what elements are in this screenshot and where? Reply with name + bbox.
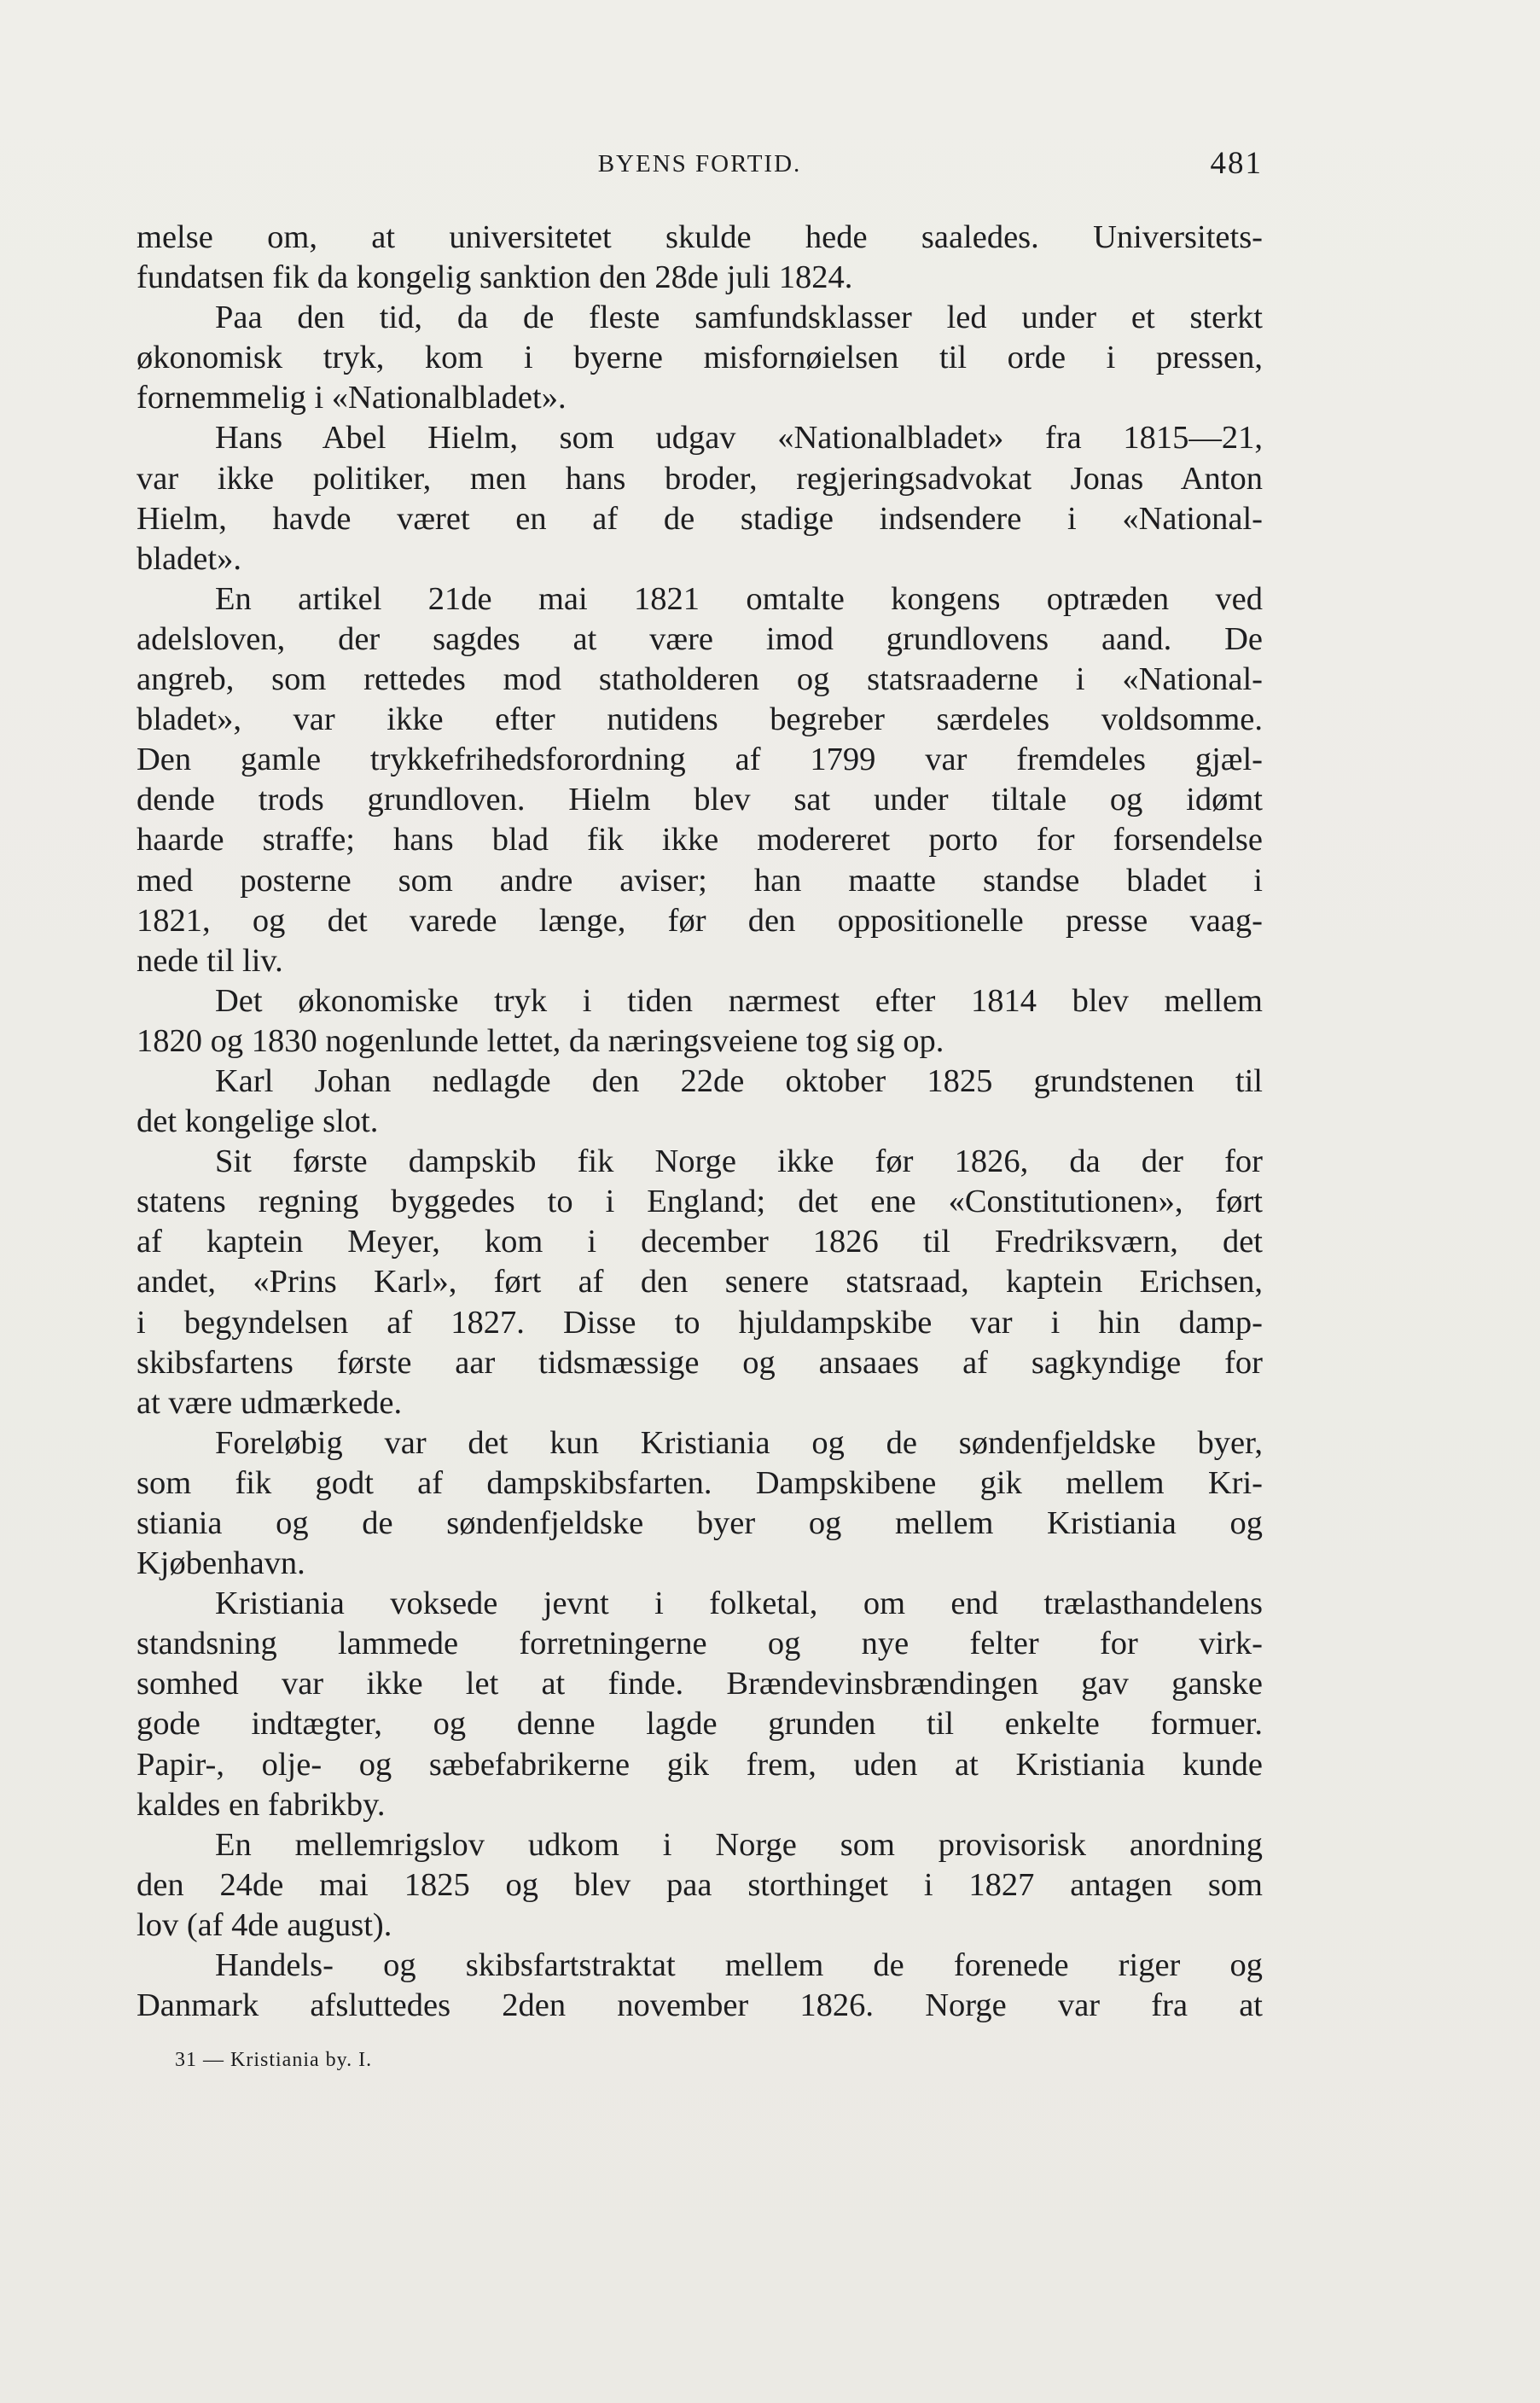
- text-line: Danmark afsluttedes 2den november 1826. Norge var fra at: [137, 1987, 1263, 2024]
- text-line: Kristiania voksede jevnt i folketal, om end trælasthandelens: [215, 1586, 1263, 1622]
- text-line: kaldes en fabrikby.: [137, 1786, 386, 1823]
- page-header: [137, 147, 1263, 189]
- text-line: En mellemrigslov udkom i Norge som provisorisk anordning: [215, 1826, 1263, 1863]
- text-line: andet, «Prins Karl», ført af den senere statsraad, kaptein Erichsen,: [137, 1264, 1263, 1300]
- text-line: skibsfartens første aar tidsmæssige og ansaaes af sagkyndige for: [137, 1344, 1263, 1381]
- text-line: En artikel 21de mai 1821 omtalte kongens optræden ved: [215, 580, 1263, 617]
- text-line: var ikke politiker, men hans broder, regjeringsadvokat Jonas Anton: [137, 460, 1263, 497]
- text-line: standsning lammede forretningerne og nye felter for virk-: [137, 1626, 1263, 1662]
- text-line: Hans Abel Hielm, som udgav «Nationalbladet» fra 1815—21,: [215, 420, 1263, 457]
- signature-mark: 31 — Kristiania by. I.: [175, 2049, 373, 2071]
- text-line: haarde straffe; hans blad fik ikke modereret porto for forsendelse: [137, 822, 1263, 858]
- text-line: somhed var ikke let at finde. Brændevinsbrændingen gav ganske: [137, 1666, 1263, 1702]
- text-line: stiania og de søndenfjeldske byer og mellem Kristiania og: [137, 1505, 1263, 1541]
- page-number: 481: [1210, 146, 1263, 181]
- text-line: nede til liv.: [137, 942, 283, 979]
- text-line: bladet».: [137, 540, 241, 577]
- text-line: Hielm, havde været en af de stadige indsendere i «National-: [137, 500, 1263, 537]
- text-line: melse om, at universitetet skulde hede saaledes. Universitets-: [137, 219, 1263, 255]
- text-line: økonomisk tryk, kom i byerne misfornøielsen til orde i pressen,: [137, 340, 1263, 376]
- text-line: 1821, og det varede længe, før den oppositionelle presse vaag-: [137, 902, 1263, 939]
- text-line: dende trods grundloven. Hielm blev sat under tiltale og idømt: [137, 782, 1263, 818]
- text-line: angreb, som rettedes mod statholderen og statsraaderne i «National-: [137, 661, 1263, 698]
- text-line: 1820 og 1830 nogenlunde lettet, da næringsveiene tog sig op.: [137, 1022, 944, 1059]
- text-line: fornemmelig i «Nationalbladet».: [137, 380, 567, 416]
- text-line: Paa den tid, da de fleste samfundsklasser led under et sterkt: [215, 300, 1263, 336]
- running-title: BYENS FORTID.: [597, 150, 802, 177]
- text-line: Handels- og skibsfartstraktat mellem de forenede riger og: [215, 1947, 1263, 1984]
- text-line: Foreløbig var det kun Kristiania og de søndenfjeldske byer,: [215, 1424, 1263, 1461]
- text-line: i begyndelsen af 1827. Disse to hjuldampskibe var i hin damp-: [137, 1304, 1263, 1341]
- text-line: Sit første dampskib fik Norge ikke før 1826, da der for: [215, 1143, 1263, 1180]
- text-line: den 24de mai 1825 og blev paa storthinget i 1827 antagen som: [137, 1866, 1263, 1903]
- text-line: bladet», var ikke efter nutidens begreber særdeles voldsomme.: [137, 701, 1263, 738]
- text-line: det kongelige slot.: [137, 1103, 379, 1140]
- text-line: af kaptein Meyer, kom i december 1826 til Fredriksværn, det: [137, 1224, 1263, 1260]
- text-line: som fik godt af dampskibsfarten. Dampskibene gik mellem Kri-: [137, 1464, 1263, 1501]
- text-line: adelsloven, der sagdes at være imod grundlovens aand. De: [137, 620, 1263, 657]
- text-line: statens regning byggedes to i England; det ene «Constitutionen», ført: [137, 1184, 1263, 1220]
- body-text: [137, 218, 1263, 2026]
- text-line: med posterne som andre aviser; han maatte standse bladet i: [137, 862, 1263, 899]
- text-line: lov (af 4de august).: [137, 1906, 392, 1943]
- text-line: Karl Johan nedlagde den 22de oktober 1825 grundstenen til: [215, 1062, 1263, 1099]
- text-line: gode indtægter, og denne lagde grunden til enkelte formuer.: [137, 1706, 1263, 1743]
- text-line: Papir-, olje- og sæbefabrikerne gik frem, uden at Kristiania kunde: [137, 1746, 1263, 1783]
- text-line: fundatsen fik da kongelig sanktion den 28de juli 1824.: [137, 259, 853, 296]
- text-line: Det økonomiske tryk i tiden nærmest efter 1814 blev mellem: [215, 982, 1263, 1019]
- text-line: Den gamle trykkefrihedsforordning af 1799 var fremdeles gjæl-: [137, 742, 1263, 778]
- text-line: at være udmærkede.: [137, 1384, 403, 1421]
- text-line: Kjøbenhavn.: [137, 1545, 305, 1582]
